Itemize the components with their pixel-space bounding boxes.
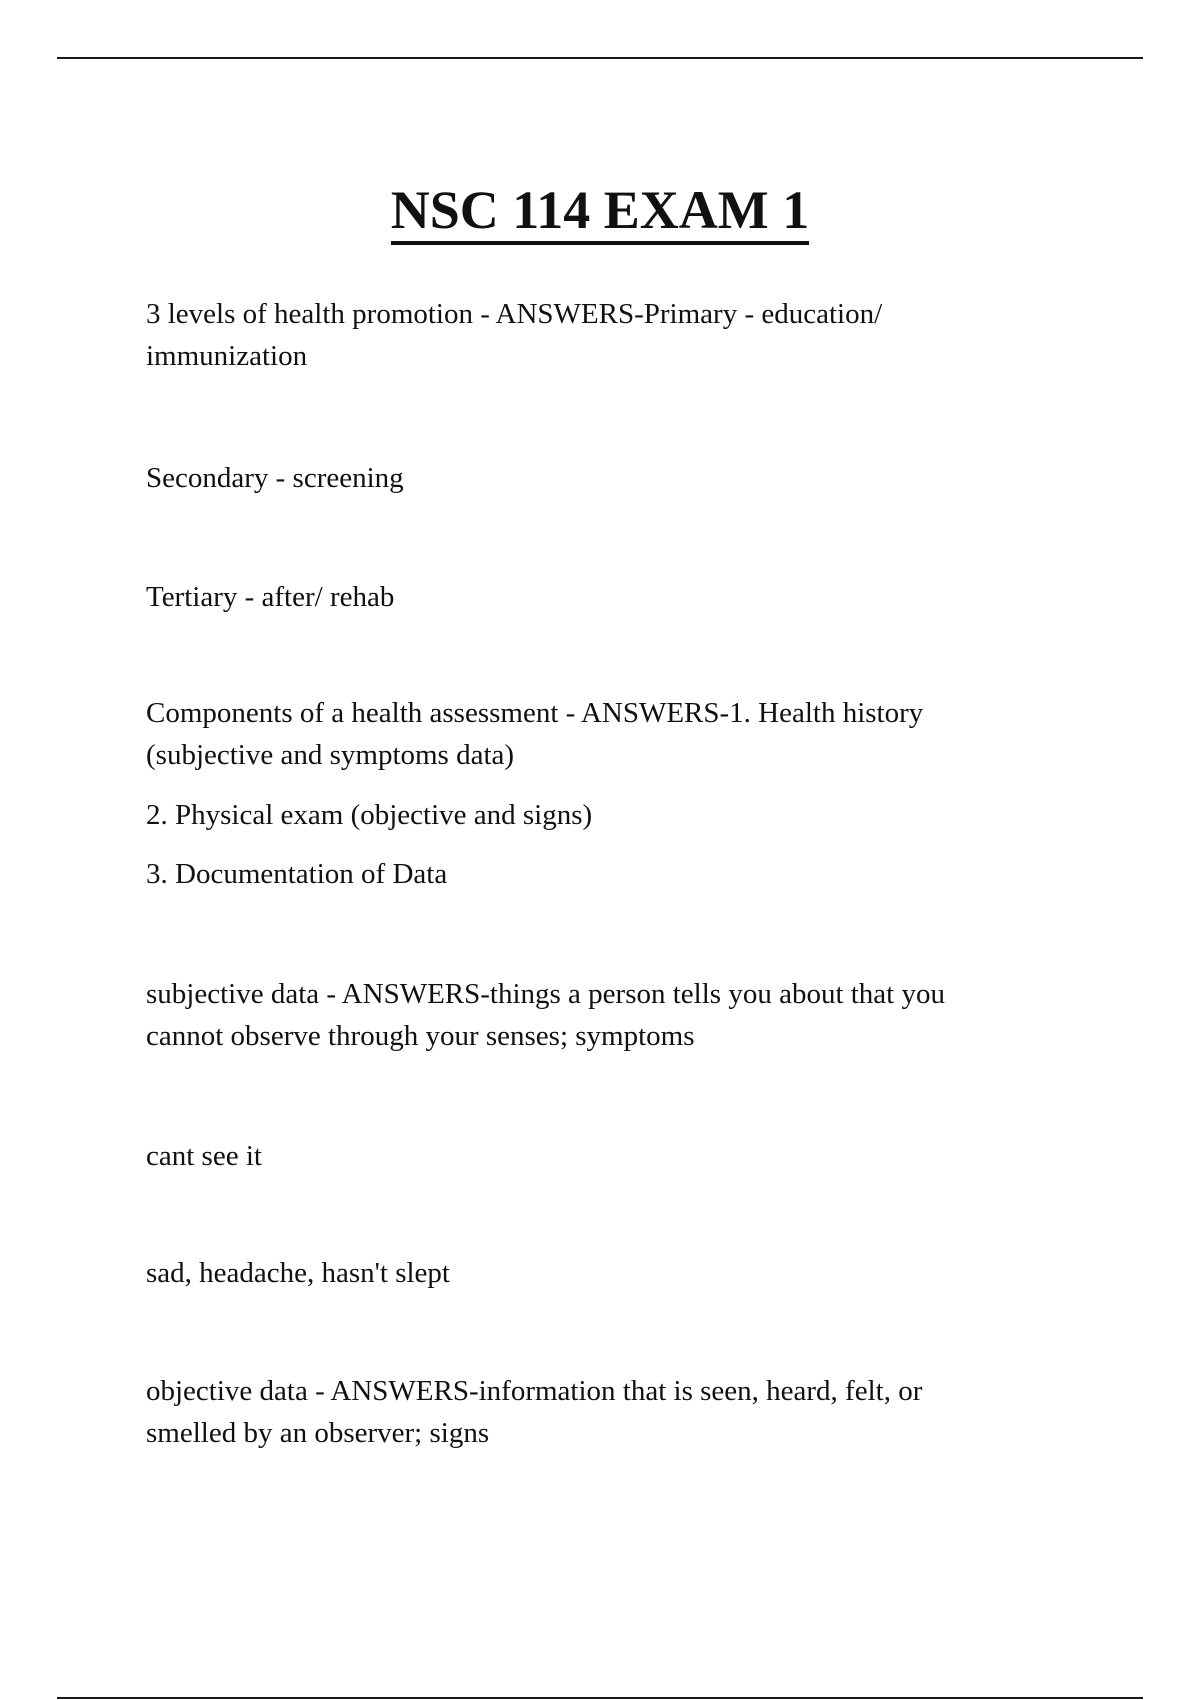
qa-secondary-level [146,457,1066,499]
qa-health-assessment-components [146,692,1066,776]
qa-objective-data [146,1370,1066,1454]
paragraph-line: 2. Physical exam (objective and signs) [146,799,593,831]
list-item-physical-exam [146,794,1066,836]
paragraph-line: cannot observe through your senses; symptoms [146,1020,695,1052]
paragraph-line: 3. Documentation of Data [146,858,448,890]
paragraph-line: 3 levels of health promotion - ANSWERS-Primary - education/ [146,298,883,330]
paragraph-line: sad, headache, hasn't slept [146,1257,450,1289]
page-title-text: NSC 114 EXAM 1 [391,180,810,245]
paragraph-line: objective data - ANSWERS-information that is seen, heard, felt, or [146,1375,923,1407]
note-subjective-examples [146,1252,1066,1294]
qa-tertiary-level [146,576,1066,618]
qa-subjective-data [146,973,1066,1057]
paragraph-line: smelled by an observer; signs [146,1417,490,1449]
page-title [0,178,1200,242]
paragraph-line: subjective data - ANSWERS-things a person tells you about that you [146,978,945,1010]
paragraph-line: Secondary - screening [146,462,404,494]
paragraph-line: immunization [146,340,308,372]
paragraph-line: Components of a health assessment - ANSWERS-1. Health history [146,697,924,729]
qa-health-promotion-levels [146,293,1066,377]
paragraph-line: Tertiary - after/ rehab [146,581,395,613]
note-cant-see-it [146,1135,1066,1177]
paragraph-line: cant see it [146,1140,262,1172]
list-item-documentation [146,853,1066,895]
top-divider [57,57,1143,59]
paragraph-line: (subjective and symptoms data) [146,739,515,771]
bottom-divider [57,1697,1143,1699]
